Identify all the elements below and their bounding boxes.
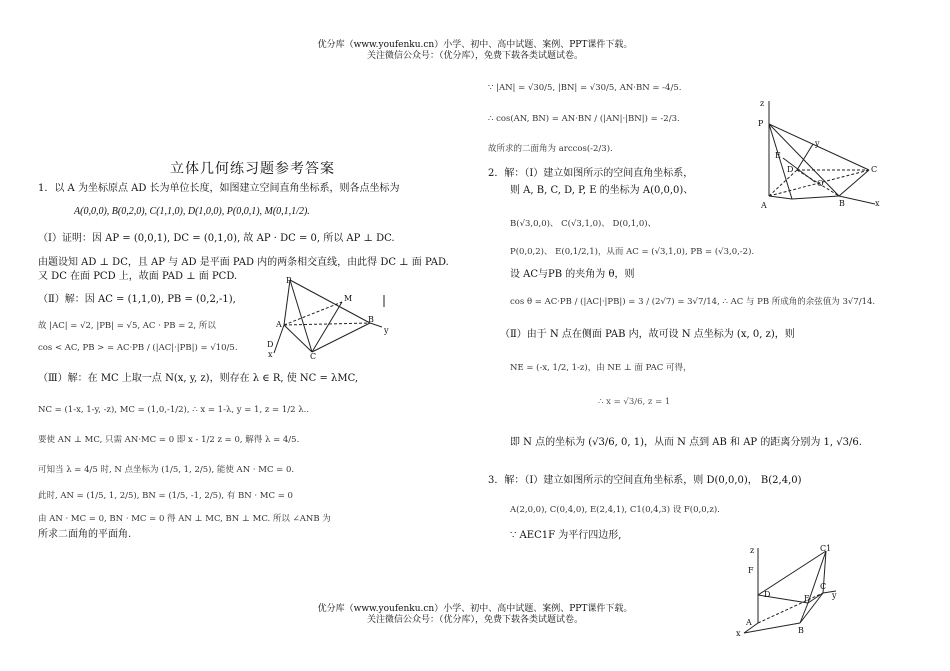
fig3-label-c1: C1 (820, 544, 832, 553)
fig1-label-b: B (368, 315, 374, 324)
page-footer (0, 604, 950, 626)
fig3-label-c: C (820, 582, 827, 591)
left-line-11: 要使 AN ⊥ MC, 只需 AN·MC = 0 即 x - 1/2 z = 0, 解得 λ = 4/5. (38, 435, 300, 445)
fig1-label-x: x (268, 350, 273, 359)
header-line-2: 关注微信公众号：（优分库），免费下载各类试题试卷。 (366, 51, 583, 61)
left-line-13: 此时, AN = (1/5, 1, 2/5), BN = (1/5, -1, 2/5), 有 BN · MC = 0 (38, 491, 293, 501)
fig3-label-e: E (804, 594, 810, 603)
fig3-label-y: y (832, 591, 837, 600)
left-line-5: 又 DC 在面 PCD 上，故面 PAD ⊥ 面 PCD. (38, 271, 238, 282)
fig1-label-m: M (344, 294, 353, 303)
fig3-label-x: x (736, 629, 741, 638)
left-line-2: A(0,0,0), B(0,2,0), C(1,1,0), D(1,0,0), P(0,0,1), M(0,1,1/2). (74, 206, 310, 217)
fig2-label-y: y (815, 139, 820, 148)
page-title: 立体几何练习题参考答案 (170, 161, 335, 177)
right-line-5: 则 A, B, C, D, P, E 的坐标为 A(0,0,0)、 (510, 185, 694, 196)
right-line-2: ∴ cos(AN, BN) = AN·BN / (|AN|·|BN|) = -2/3. (488, 114, 680, 124)
left-line-3: （Ⅰ）证明：因 AP = (0,0,1), DC = (0,1,0), 故 AP · DC = 0, 所以 AP ⊥ DC. (38, 233, 395, 244)
right-line-12: ∴ x = √3/6, z = 1 (598, 397, 671, 407)
right-line-14: 3．解：（Ⅰ）建立如图所示的空间直角坐标系，则 D(0,0,0)， B(2,4,0) (488, 475, 802, 486)
right-line-11: NE = (-x, 1/2, 1-z)，由 NE ⊥ 面 PAC 可得， (510, 363, 692, 373)
header-line-1: 优分库（www.youfenku.cn）小学、初中、高中试题、案例、PPT课件下载。 (317, 40, 633, 50)
fig3-label-f: F (748, 566, 754, 575)
fig2-label-o: O (817, 179, 824, 188)
fig3-label-d: D (764, 590, 771, 599)
right-line-4: 2．解：（Ⅰ）建立如图所示的空间直角坐标系， (488, 168, 694, 179)
fig1-label-a: A (276, 320, 282, 329)
fig1-label-d: D (267, 340, 274, 349)
fig2-label-p: P (758, 119, 764, 128)
fig2-label-e: E (775, 151, 781, 160)
left-line-14: 由 AN · MC = 0, BN · MC = 0 得 AN ⊥ MC, BN ⊥ MC. 所以 ∠ANB 为 (38, 514, 331, 524)
right-line-1: ∵ |AN| = √30/5, |BN| = √30/5, AN·BN = -4/5. (488, 83, 682, 93)
right-line-3: 故所求的二面角为 arccos(-2/3). (488, 144, 613, 154)
right-line-13: 即 N 点的坐标为 (√3/6, 0, 1)，从而 N 点到 AB 和 AP 的距离分别为 1, √3/6. (510, 437, 862, 448)
footer-line-1: 优分库（www.youfenku.cn）小学、初中、高中试题、案例、PPT课件下载。 (317, 604, 633, 614)
fig2-label-z: z (760, 99, 765, 108)
left-line-4: 由题设知 AD ⊥ DC，且 AP 与 AD 是平面 PAD 内的两条相交直线，由此得 DC ⊥ 面 PAD. (38, 257, 449, 268)
left-line-6: （Ⅱ）解：因 AC = (1,1,0), PB = (0,2,-1), (38, 294, 236, 305)
left-line-12: 可知当 λ = 4/5 时, N 点坐标为 (1/5, 1, 2/5), 能使 AN · MC = 0. (38, 465, 295, 475)
fig2-label-c: C (871, 165, 878, 174)
fig3-label-z: z (750, 546, 755, 555)
right-line-10: （Ⅱ）由于 N 点在侧面 PAB 内，故可设 N 点坐标为 (x, 0, z)，则 (500, 329, 795, 340)
footer-line-2: 关注微信公众号：（优分库），免费下载各类试题试卷。 (366, 615, 583, 625)
right-line-16: ∵ AEC1F 为平行四边形, (510, 530, 622, 541)
right-line-15: A(2,0,0), C(0,4,0), E(2,4,1), C1(0,4,3) 设 F(0,0,z). (510, 505, 720, 515)
figure-1-pyramid (262, 275, 402, 360)
right-line-9: cos θ = AC·PB / (|AC|·|PB|) = 3 / (2√7) = 3√7/14, ∴ AC 与 PB 所成角的余弦值为 3√7/14. (510, 297, 876, 307)
right-line-8: 设 AC与PB 的夹角为 θ，则 (510, 269, 635, 280)
fig2-label-b: B (839, 199, 845, 208)
left-line-7: 故 |AC| = √2, |PB| = √5, AC · PB = 2, 所以 (38, 321, 216, 331)
fig1-label-c: C (310, 352, 317, 360)
figure-2-pyramid (757, 96, 887, 211)
left-line-9: （Ⅲ）解：在 MC 上取一点 N(x, y, z)，则存在 λ ∈ R, 使 NC = λMC, (38, 373, 359, 384)
fig1-label-p: P (286, 276, 292, 285)
fig2-label-x: x (875, 199, 880, 208)
left-line-10: NC = (1-x, 1-y, -z), MC = (1,0,-1/2), ∴ x = 1-λ, y = 1, z = 1/2 λ.. (38, 405, 310, 415)
page-header (0, 40, 950, 62)
right-line-7: P(0,0,2)、 E(0,1/2,1)，从而 AC = (√3,1,0), PB = (√3,0,-2). (510, 247, 755, 257)
fig3-label-a: A (746, 618, 752, 627)
fig2-label-a: A (761, 201, 767, 210)
left-line-1: 1．以 A 为坐标原点 AD 长为单位长度，如图建立空间直角坐标系，则各点坐标为 (38, 183, 400, 194)
fig3-label-b: B (798, 626, 804, 635)
right-line-6: B(√3,0,0)、 C(√3,1,0)、 D(0,1,0)、 (510, 219, 657, 229)
left-line-15: 所求二面角的平面角. (38, 529, 132, 540)
left-line-8: cos < AC, PB > = AC·PB / (|AC|·|PB|) = √10/5. (38, 343, 238, 353)
fig2-label-d: D (787, 165, 794, 174)
fig1-label-y: y (384, 326, 389, 335)
